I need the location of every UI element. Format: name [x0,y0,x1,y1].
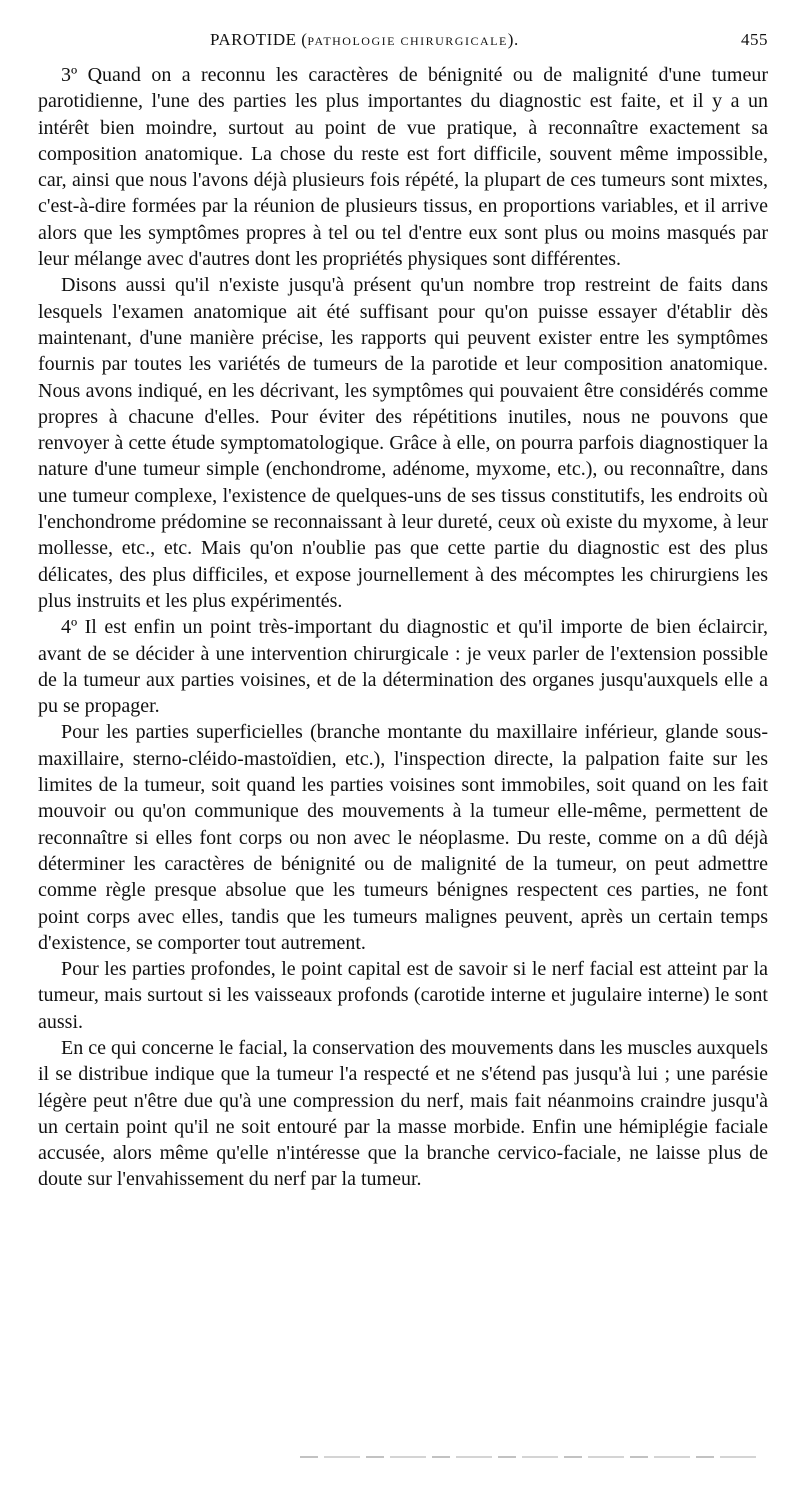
page-number: 455 [741,30,768,49]
paragraph: Disons aussi qu'il n'existe jusqu'à présent qu'un nombre trop restreint de faits dans lesquels l'examen anatomique ait été suffisant pour qu'on puisse essayer d'établir dès maintenant, d'une manière précise, les rapports qui peuvent exister entre les symptômes fournis par toutes les variétés de tumeurs de la parotide et leur composition anatomique. Nous avons indiqué, en les décrivant, les symptômes qui pouvaient être considérés comme propres à chacune d'elles. Pour éviter des répétitions inutiles, nous ne pouvons que renvoyer à cette étude symptomatologique. Grâce à elle, on pourra parfois diagnostiquer la nature d'une tumeur simple (enchondrome, adénome, myxome, etc.), ou reconnaître, dans une tumeur complexe, l'existence de quelques-uns de ses tissus constitutifs, les endroits où l'enchondrome prédomine se reconnaissant à leur dureté, ceux où existe du myxome, à leur mollesse, etc., etc. Mais qu'on n'oublie pas que cette partie du diagnostic est des plus délicates, des plus difficiles, et expose journellement à des mécomptes les chirurgiens les plus instruits et les plus expérimentés. [38,274,768,612]
paragraph: Pour les parties profondes, le point capital est de savoir si le nerf facial est atteint par la tumeur, mais surtout si les vaisseaux profonds (carotide interne et jugulaire interne) le sont aussi. [38,958,768,1033]
running-title-main: PAROTIDE ( [210,30,308,49]
paragraph: 4º Il est enfin un point très-important du diagnostic et qu'il importe de bien éclaircir, avant de se décider à une intervention chirurgicale : je veux parler de l'extension possible de la tumeur aux parties voisines, et de la détermination des organes jusqu'auxquels elle a pu se propager. [38,616,768,718]
running-header [38,30,768,56]
scan-artifact [300,1456,762,1458]
running-title-subject: PATHOLOGIE CHIRURGICALE [307,34,508,48]
paragraph: 3º Quand on a reconnu les caractères de bénignité ou de malignité d'une tumeur parotidienne, l'une des parties les plus importantes du diagnostic est faite, et il y a un intérêt bien moindre, surtout au point de vue pratique, à reconnaître exactement sa composition anatomique. La chose du reste est fort difficile, souvent même impossible, car, ainsi que nous l'avons déjà plusieurs fois répété, la plupart de ces tumeurs sont mixtes, c'est-à-dire formées par la réunion de plusieurs tissus, en proportions variables, et il arrive alors que les symptômes propres à tel ou tel d'entre eux sont plus ou moins masqués par leur mélange avec d'autres dont les propriétés physiques sont différentes. [38,64,768,271]
paragraph: Pour les parties superficielles (branche montante du maxillaire inférieur, glande sous-maxillaire, sterno-cléido-mastoïdien, etc.), l'inspection directe, la palpation faite sur les limites de la tumeur, soit quand les parties voisines sont immobiles, soit quand on les fait mouvoir ou qu'on communique des mouvements à la tumeur elle-même, permettent de reconnaître si elles font corps ou non avec le néoplasme. Du reste, comme on a dû déjà déterminer les caractères de bénignité ou de malignité de la tumeur, on peut admettre comme règle presque absolue que les tumeurs bénignes respectent ces parties, ne font point corps avec elles, tandis que les tumeurs malignes peuvent, après un certain temps d'existence, se comporter tout autrement. [38,721,768,954]
running-title [210,30,519,50]
running-title-end: ). [507,30,519,49]
body-text [38,62,768,1193]
paragraph: En ce qui concerne le facial, la conservation des mouvements dans les muscles auxquels il se distribue indique que la tumeur l'a respecté et ne s'étend pas jusqu'à lui ; une parésie légère peut n'être due qu'à une compression du nerf, mais fait néanmoins craindre jusqu'à un certain point qu'il ne soit entouré par la masse morbide. Enfin une hémiplégie faciale accusée, alors même qu'elle n'intéresse que la branche cervico-faciale, ne laisse plus de doute sur l'envahissement du nerf par la tumeur. [38,1036,768,1191]
